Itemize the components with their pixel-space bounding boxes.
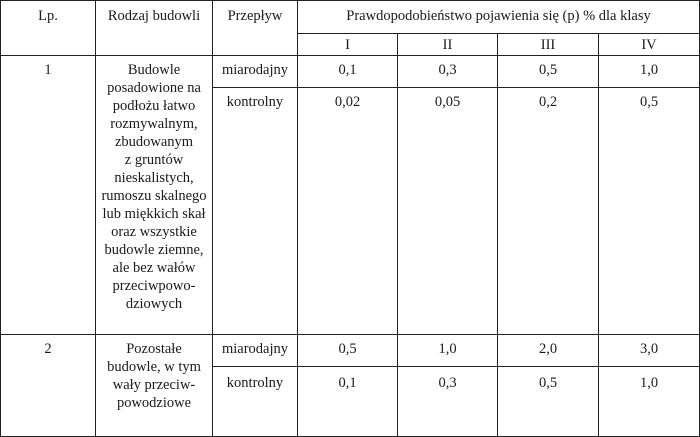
header-row-1	[1, 1, 700, 34]
header-rodzaj-budowli: Rodzaj budowli	[96, 1, 213, 56]
row-1-kontrolny-class-ii: 0,05	[398, 88, 498, 335]
row-2-kontrolny-class-iv: 1,0	[599, 367, 700, 437]
header-class-iii: III	[498, 34, 599, 56]
table-row	[1, 56, 700, 88]
row-1-flow-miarodajny: miarodajny	[213, 56, 298, 88]
row-2-kontrolny-class-ii: 0,3	[398, 367, 498, 437]
row-1-rodzaj-text: Budowle posadowione na podłożu łatwo rozmywalnym, zbudowanym z gruntów nieskalistych, rumoszu skalnego lub miękkich skał oraz wszystkie budowle ziemne, ale bez wałów przeciwpowo- dziowych	[101, 62, 207, 312]
row-1-kontrolny-class-iii: 0,2	[498, 88, 599, 335]
row-1-kontrolny-class-iv: 0,5	[599, 88, 700, 335]
row-1-miarodajny-class-iv: 1,0	[599, 56, 700, 88]
row-1-kontrolny-class-i: 0,02	[298, 88, 398, 335]
row-1-miarodajny-class-ii: 0,3	[398, 56, 498, 88]
table-row	[1, 335, 700, 367]
row-1-miarodajny-class-iii: 0,5	[498, 56, 599, 88]
row-2-miarodajny-class-ii: 1,0	[398, 335, 498, 367]
row-1-flow-kontrolny: kontrolny	[213, 88, 298, 335]
row-2-miarodajny-class-iv: 3,0	[599, 335, 700, 367]
row-2-rodzaj	[96, 335, 213, 437]
header-class-ii: II	[398, 34, 498, 56]
row-1-rodzaj	[96, 56, 213, 335]
row-2-flow-kontrolny: kontrolny	[213, 367, 298, 437]
header-przeplyw: Przepływ	[213, 1, 298, 56]
header-class-i: I	[298, 34, 398, 56]
row-1-lp: 1	[1, 56, 96, 335]
header-lp: Lp.	[1, 1, 96, 56]
row-1-miarodajny-class-i: 0,1	[298, 56, 398, 88]
row-2-flow-miarodajny: miarodajny	[213, 335, 298, 367]
header-class-iv: IV	[599, 34, 700, 56]
row-2-kontrolny-class-iii: 0,5	[498, 367, 599, 437]
row-2-lp: 2	[1, 335, 96, 437]
row-2-miarodajny-class-iii: 2,0	[498, 335, 599, 367]
row-2-rodzaj-text: Pozostałe budowle, w tym wały przeciw- powodziowe	[107, 341, 201, 411]
header-prawdopodobienstwo: Prawdopodobieństwo pojawienia się (p) % dla klasy	[298, 1, 700, 34]
row-2-kontrolny-class-i: 0,1	[298, 367, 398, 437]
row-2-miarodajny-class-i: 0,5	[298, 335, 398, 367]
